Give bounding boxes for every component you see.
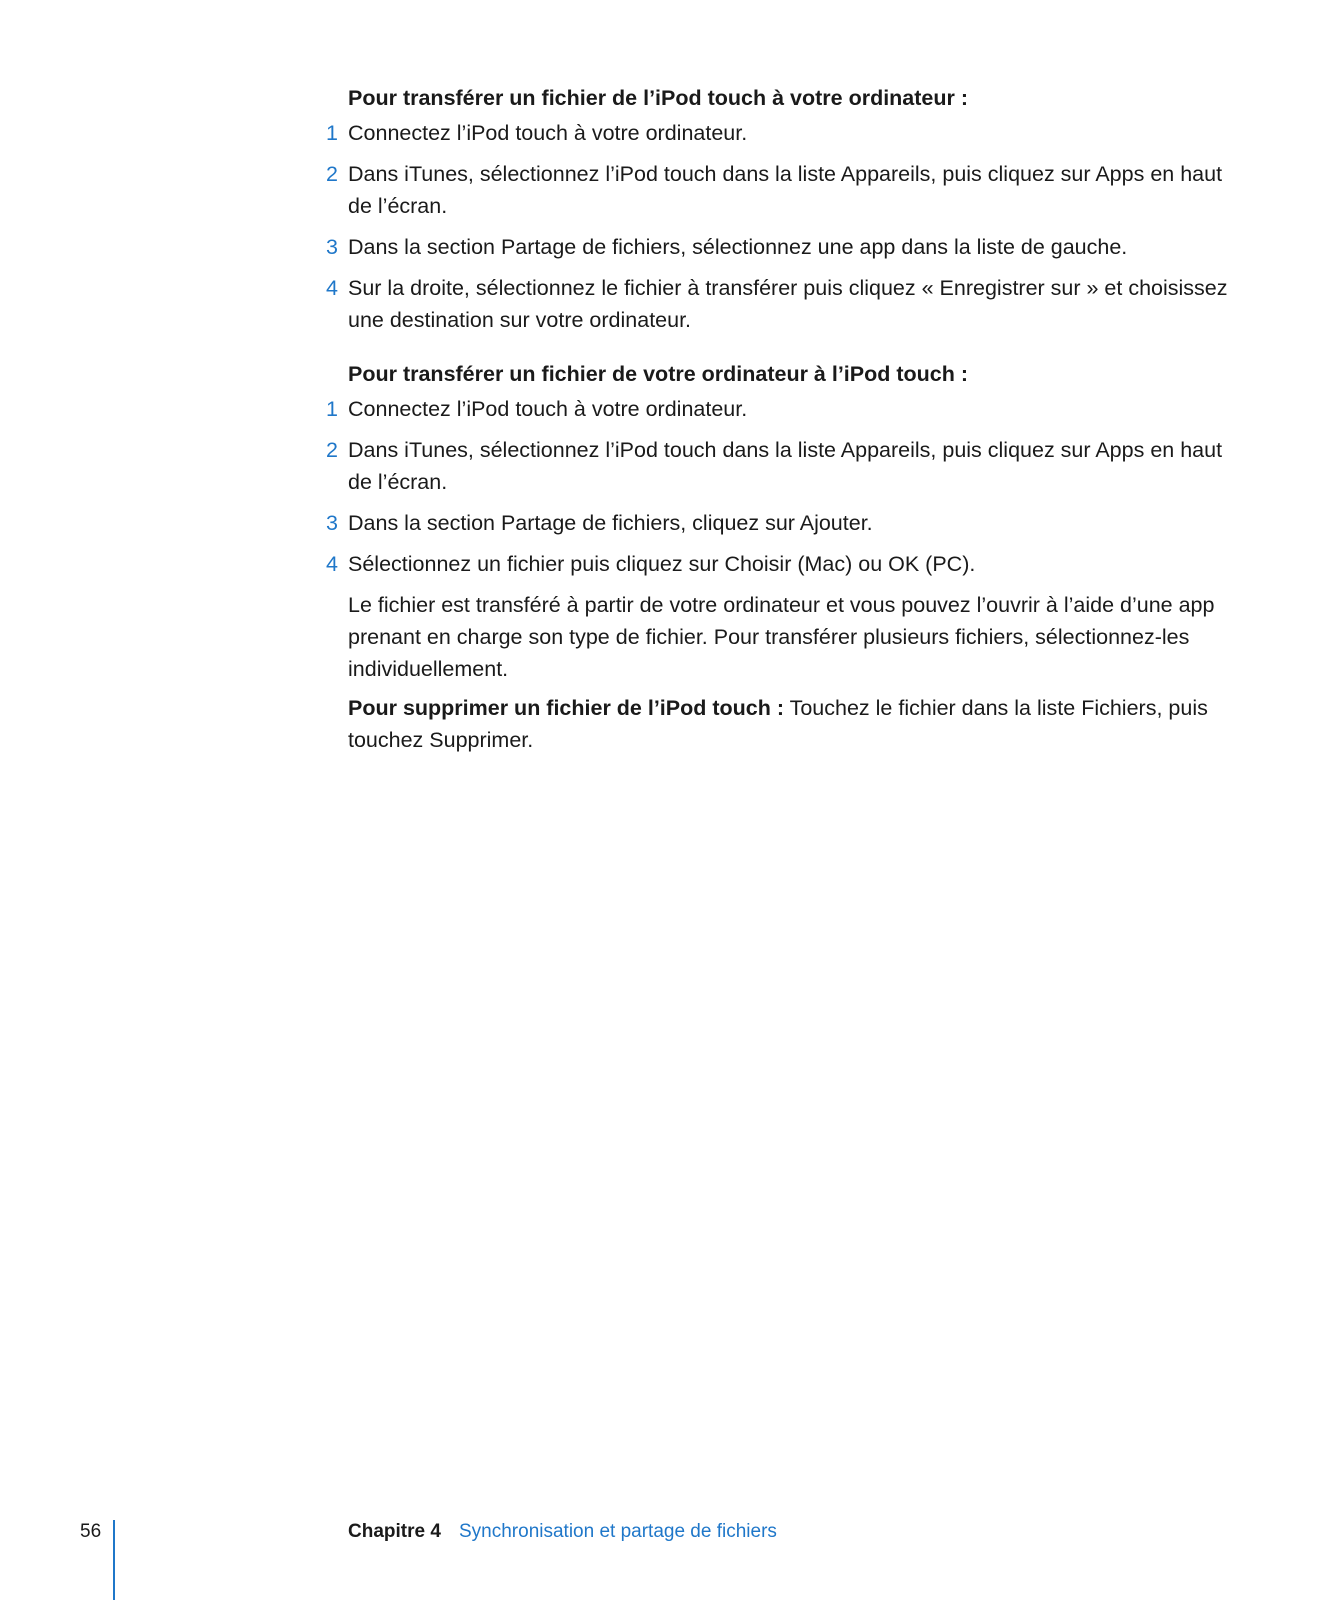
step-number: 4 — [326, 276, 338, 300]
step-number: 2 — [326, 162, 338, 186]
step-item — [326, 434, 1228, 498]
chapter-title: Synchronisation et partage de fichiers — [459, 1521, 777, 1542]
footer-divider — [113, 1520, 115, 1600]
section-heading-to-ipod: Pour transférer un fichier de votre ordinateur à l’iPod touch : — [348, 362, 969, 386]
chapter-label: Chapitre 4 — [348, 1521, 441, 1542]
step-item — [326, 548, 1228, 580]
step-number: 1 — [326, 121, 338, 145]
step-text: Connectez l’iPod touch à votre ordinateur. — [348, 121, 748, 145]
step-item — [326, 507, 1228, 539]
step-item — [326, 272, 1228, 336]
transfer-note: Le fichier est transféré à partir de votre ordinateur et vous pouvez l’ouvrir à l’aide d’une app prenant en charge son type de fichier. Pour transférer plusieurs fichiers, sélectionnez-les individuellement. — [348, 593, 1215, 681]
page-content — [326, 82, 1228, 763]
page-number: 56 — [80, 1521, 102, 1542]
step-number: 3 — [326, 511, 338, 535]
step-text: Sélectionnez un fichier puis cliquez sur Choisir (Mac) ou OK (PC). — [348, 552, 976, 576]
step-text: Dans la section Partage de fichiers, cliquez sur Ajouter. — [348, 511, 873, 535]
step-text: Connectez l’iPod touch à votre ordinateur. — [348, 397, 748, 421]
delete-file-heading: Pour supprimer un fichier de l’iPod touch : — [348, 696, 785, 720]
delete-file-paragraph — [348, 692, 1228, 756]
step-text: Sur la droite, sélectionnez le fichier à transférer puis cliquez « Enregistrer sur » et choisissez une destination sur votre ordinateur. — [348, 276, 1228, 332]
step-number: 2 — [326, 438, 338, 462]
step-text: Dans la section Partage de fichiers, sélectionnez une app dans la liste de gauche. — [348, 235, 1128, 259]
step-text: Dans iTunes, sélectionnez l’iPod touch dans la liste Appareils, puis cliquez sur Apps en haut de l’écran. — [348, 438, 1223, 494]
steps-list-to-computer — [326, 117, 1228, 336]
step-text: Dans iTunes, sélectionnez l’iPod touch dans la liste Appareils, puis cliquez sur Apps en haut de l’écran. — [348, 162, 1223, 218]
step-number: 4 — [326, 552, 338, 576]
step-item — [326, 158, 1228, 222]
section-heading-to-computer: Pour transférer un fichier de l’iPod touch à votre ordinateur : — [348, 86, 969, 110]
step-number: 1 — [326, 397, 338, 421]
step-item — [326, 231, 1228, 263]
step-item — [326, 393, 1228, 425]
step-number: 3 — [326, 235, 338, 259]
steps-list-to-ipod — [326, 393, 1228, 580]
step-item — [326, 117, 1228, 149]
delete-file-text: Touchez le fichier dans la liste Fichiers, puis touchez Supprimer. — [348, 696, 1208, 752]
